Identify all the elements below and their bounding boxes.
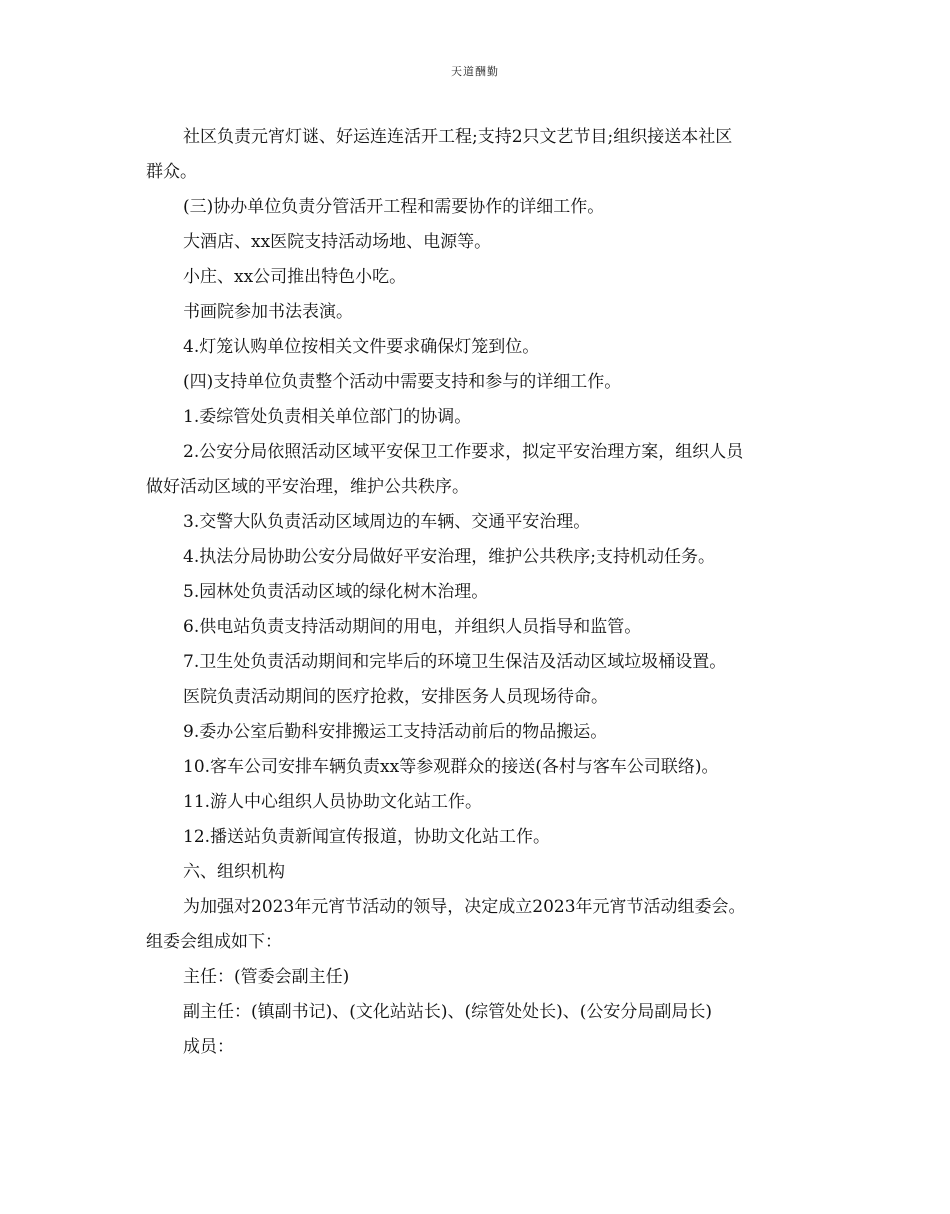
text-line: 9.委办公室后勤科安排搬运工支持活动前后的物品搬运。 (183, 722, 608, 742)
text-line: 2.公安分局依照活动区域平安保卫工作要求，拟定平安治理方案，组织人员 (183, 442, 744, 462)
text-line: (三)协办单位负责分管活开工程和需要协作的详细工作。 (183, 197, 605, 217)
page-header: 天道酬勤 (451, 65, 499, 78)
text-line: 4.灯笼认购单位按相关文件要求确保灯笼到位。 (183, 337, 540, 357)
text-line: 社区负责元宵灯谜、好运连连活开工程;支持2只文艺节目;组织接送本社区 (183, 127, 733, 147)
text-line: 10.客车公司安排车辆负责xx等参观群众的接送(各村与客车公司联络)。 (183, 757, 719, 777)
text-line: 六、组织机构 (183, 862, 285, 882)
text-line: 4.执法分局协助公安分局做好平安治理，维护公共秩序;支持机动任务。 (183, 547, 715, 567)
text-line: 组委会组成如下： (146, 932, 282, 952)
text-line: 7.卫生处负责活动期间和完毕后的环境卫生保洁及活动区域垃圾桶设置。 (183, 652, 727, 672)
text-line: 医院负责活动期间的医疗抢救，安排医务人员现场待命。 (183, 687, 608, 707)
text-line: 为加强对2023年元宵节活动的领导，决定成立2023年元宵节活动组委会。 (183, 897, 746, 917)
text-line: 6.供电站负责支持活动期间的用电，并组织人员指导和监管。 (183, 617, 642, 637)
text-line: 书画院参加书法表演。 (183, 302, 353, 322)
text-line: 3.交警大队负责活动区域周边的车辆、交通平安治理。 (183, 512, 591, 532)
text-line: 5.园林处负责活动区域的绿化树木治理。 (183, 582, 489, 602)
text-line: (四)支持单位负责整个活动中需要支持和参与的详细工作。 (183, 372, 622, 392)
text-line: 小庄、xx公司推出特色小吃。 (183, 267, 407, 287)
text-line: 群众。 (146, 162, 197, 182)
text-line: 主任：(管委会副主任) (183, 967, 350, 987)
text-line: 副主任：(镇副书记)、(文化站站长)、(综管处处长)、(公安分局副局长) (183, 1002, 713, 1022)
text-line: 11.游人中心组织人员协助文化站工作。 (183, 792, 483, 812)
text-line: 做好活动区域的平安治理，维护公共秩序。 (146, 477, 469, 497)
text-line: 大酒店、xx医院支持活动场地、电源等。 (183, 232, 492, 252)
text-line: 1.委综管处负责相关单位部门的协调。 (183, 407, 472, 427)
text-line: 12.播送站负责新闻宣传报道，协助文化站工作。 (183, 827, 551, 847)
text-line: 成员： (183, 1037, 234, 1057)
document-body (146, 120, 816, 1065)
